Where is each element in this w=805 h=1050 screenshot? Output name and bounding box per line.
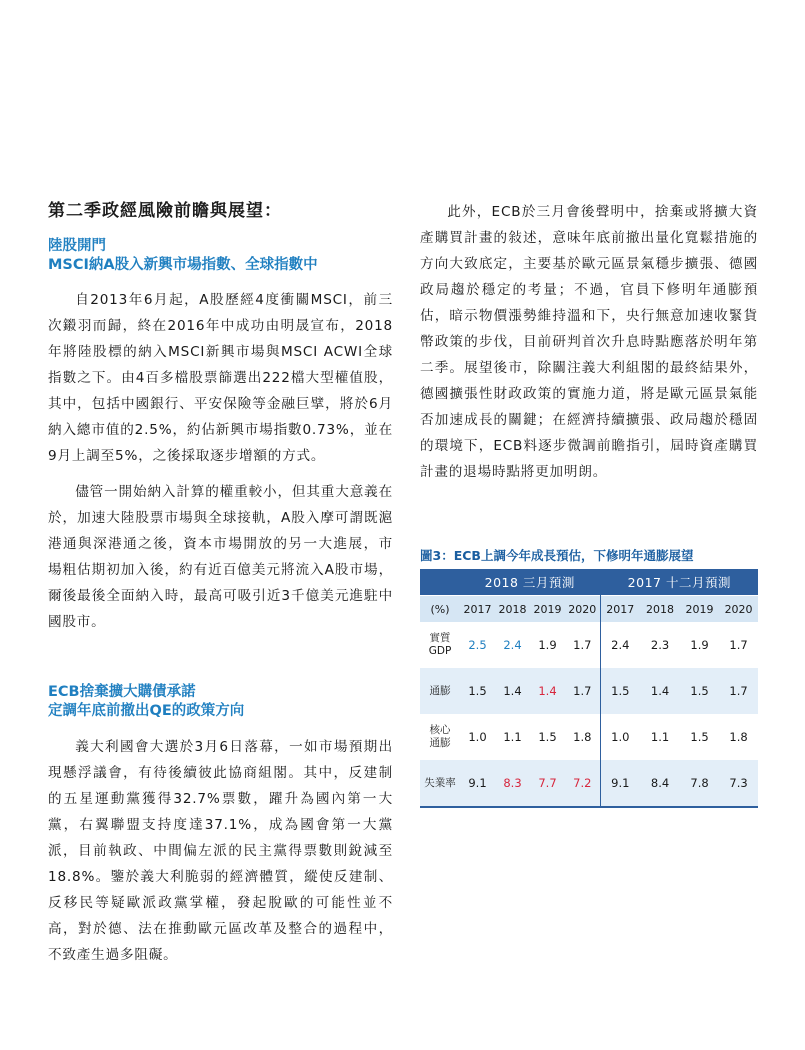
row-label	[420, 622, 460, 668]
table-row-core-inflation	[420, 714, 758, 760]
cell: 1.7	[729, 638, 748, 652]
header-2017-december-forecast: 2017 十二月預測	[600, 569, 758, 596]
cell: 7.3	[719, 760, 758, 807]
page-title: 第二季政經風險前瞻與展望：	[48, 201, 282, 221]
section-china-a-shares	[48, 237, 393, 635]
cell: 1.7	[573, 638, 592, 652]
cell: 2.4	[503, 638, 522, 652]
section-ecb-policy	[48, 683, 393, 968]
right-column	[420, 199, 758, 485]
cell: 1.0	[600, 714, 640, 760]
cell: 1.5	[460, 668, 495, 714]
year-header: 2019	[530, 596, 565, 623]
section1-paragraph-1: 自2013年6月起，A股歷經4度衝關MSCI，前三次鎩羽而歸，終在2016年中成功由明晟宣布，2018年將陸股標的納入MSCI新興市場與MSCI ACWI全球指數之下。由4百多檔股票篩選出222檔大型權值股，其中，包括中國銀行、平安保險等金融巨擘，將於6月納入總市值的2.5%，約佔新興市場指數0.73%，並在9月上調至5%，之後採取逐步增額的方式。	[48, 292, 393, 464]
row-label-text: 核心 通膨	[429, 724, 451, 749]
year-header: 2018	[495, 596, 530, 623]
cell: 1.5	[690, 730, 709, 744]
unit-label: (%)	[420, 596, 460, 623]
table-row-inflation	[420, 668, 758, 714]
cell: 1.1	[650, 730, 670, 744]
cell: 1.8	[729, 730, 748, 744]
cell: 7.7	[530, 760, 565, 807]
row-label-text: 失業率	[424, 776, 456, 789]
section1-title-line2: MSCI納A股入新興市場指數、全球指數中	[48, 257, 318, 273]
cell: 1.5	[600, 668, 640, 714]
table-row-unemployment	[420, 760, 758, 807]
cell: 2.5	[468, 638, 487, 652]
cell: 9.1	[460, 760, 495, 807]
header-2018-march-forecast: 2018 三月預測	[460, 569, 600, 596]
cell: 1.5	[680, 668, 719, 714]
cell: 7.2	[565, 760, 600, 807]
section2-paragraph-1: 義大利國會大選於3月6日落幕，一如市場預期出現懸浮議會，有待後續彼此協商組閣。其中，反建制的五星運動黨獲得32.7%票數，躍升為國內第一大黨，右翼聯盟支持度達37.1%，成為國會第一大黨派，目前執政、中間偏左派的民主黨得票數則銳減至18.8%。鑒於義大利脆弱的經濟體質，縱使反建制、反移民等疑歐派政黨掌權，發起脫歐的可能性並不高，對於德、法在推動歐元區改革及整合的過程中，不致產生過多阻礙。	[48, 739, 393, 963]
cell: 7.8	[680, 760, 719, 807]
row-label-text: 通膨	[429, 684, 451, 697]
cell: 1.4	[530, 668, 565, 714]
cell: 1.9	[690, 638, 709, 652]
year-header: 2019	[680, 596, 719, 623]
cell: 1.8	[573, 730, 592, 744]
cell: 1.9	[538, 638, 557, 652]
section1-title-line1: 陸股開門	[48, 238, 106, 254]
right-paragraph: 此外，ECB於三月會後聲明中，捨棄或將擴大資產購買計畫的敍述，意味年底前撤出量化寬鬆措施的方向大致底定，主要基於歐元區景氣穩步擴張、德國政局趨於穩定的考量；不過，官員下修明年通膨預估，暗示物價漲勢維持溫和下，央行無意加速收緊貨幣政策的步伐，目前研判首次升息時點應落於明年第二季。展望後市，除關注義大利組閣的最終結果外，德國擴張性財政政策的實施力道，將是歐元區景氣能否加速成長的關鍵；在經濟持續擴張、政局趨於穩固的環境下，ECB料逐步微調前瞻指引，屆時資產購買計畫的退場時點將更加明朗。	[420, 204, 758, 480]
cell: 2.4	[600, 622, 640, 668]
row-label	[420, 714, 460, 760]
cell: 1.7	[565, 668, 600, 714]
cell: 1.0	[468, 730, 487, 744]
cell: 1.5	[538, 730, 557, 744]
row-label	[420, 760, 460, 807]
header-blank	[420, 569, 460, 596]
year-header: 2017	[600, 596, 640, 623]
cell: 1.4	[495, 668, 530, 714]
ecb-forecast-table	[420, 569, 758, 808]
cell: 9.1	[600, 760, 640, 807]
table-row-gdp	[420, 622, 758, 668]
section2-title-line1: ECB捨棄擴大購債承諾	[48, 684, 196, 700]
year-header: 2017	[460, 596, 495, 623]
cell: 1.1	[503, 730, 522, 744]
cell: 1.7	[719, 668, 758, 714]
year-header: 2018	[640, 596, 680, 623]
section2-title-line2: 定調年底前撤出QE的政策方向	[48, 703, 245, 719]
section1-paragraph-2: 儘管一開始納入計算的權重較小，但其重大意義在於，加速大陸股票市場與全球接軌，A股入摩可謂既滬港通與深港通之後，資本市場開放的另一大進展，市場粗估期初加入後，約有近百億美元將流入A股市場，爾後最後全面納入時，最高可吸引近3千億美元進駐中國股市。	[48, 484, 393, 630]
year-header: 2020	[719, 596, 758, 623]
figure-caption: 圖3：ECB上調今年成長預估，下修明年通膨展望	[420, 548, 694, 563]
cell: 1.4	[640, 668, 680, 714]
figure-3	[420, 546, 758, 808]
row-label	[420, 668, 460, 714]
cell: 8.3	[495, 760, 530, 807]
cell: 2.3	[650, 638, 670, 652]
left-column	[48, 196, 393, 968]
row-label-text: 實質 GDP	[428, 632, 452, 657]
year-header: 2020	[565, 596, 600, 623]
cell: 8.4	[640, 760, 680, 807]
